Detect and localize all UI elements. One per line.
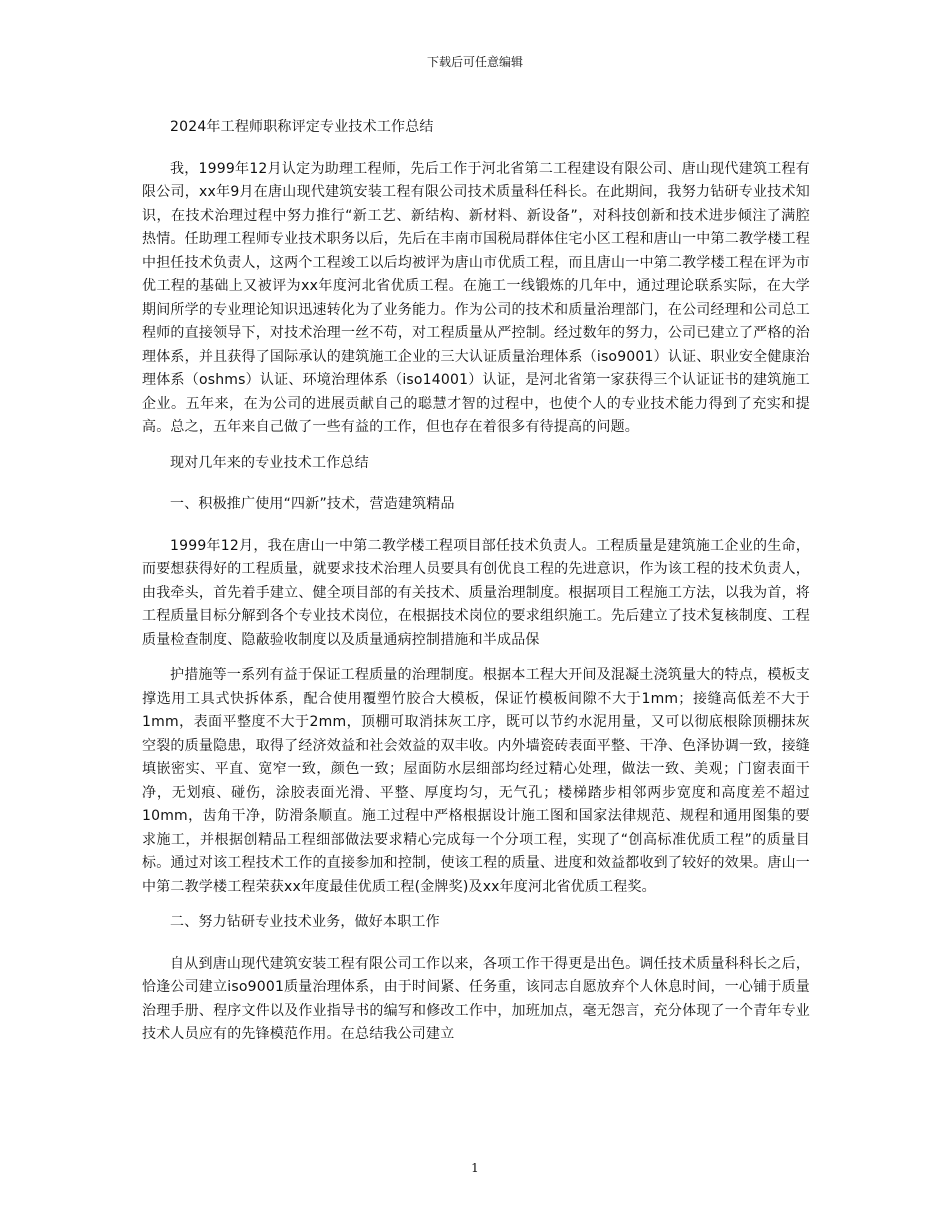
page-number: 1 (471, 1161, 479, 1175)
section-1-paragraph-1: 1999年12月，我在唐山一中第二教学楼工程项目部任技术负责人。工程质量是建筑施工企业的生命，而要想获得好的工程质量，就要求技术治理人员要具有创优良工程的先进意识，作为该工程的技术负责人，由我牵头，首先着手建立、健全项目部的有关技术、质量治理制度。根据项目工程施工方法，以我为首，将工程质量目标分解到各个专业技术岗位，在根据技术岗位的要求组织施工。先后建立了技术复核制度、工程质量检查制度、隐蔽验收制度以及质量通病控制措施和半成品保 (142, 537, 810, 648)
intro-paragraph: 我，1999年12月认定为助理工程师，先后工作于河北省第二工程建设有限公司、唐山现代建筑工程有限公司，xx年9月在唐山现代建筑安装工程有限公司技术质量科任科长。在此期间，我努力钻研专业技术知识，在技术治理过程中努力推行“新工艺、新结构、新材料、新设备”，对科技创新和技术进步倾注了满腔热情。任助理工程师专业技术职务以后，先后在丰南市国税局群体住宅小区工程和唐山一中第二教学楼工程中担任技术负责人，这两个工程竣工以后均被评为唐山市优质工程，而且唐山一中第二教学楼工程在评为市优工程的基础上又被评为xx年度河北省优质工程。在施工一线锻炼的几年中，通过理论联系实际，在大学期间所学的专业理论知识迅速转化为了业务能力。作为公司的技术和质量治理部门，在公司经理和公司总工程师的直接领导下，对技术治理一丝不苟，对工程质量从严控制。经过数年的努力，公司已建立了严格的治理体系，并且获得了国际承认的建筑施工企业的三大认证质量治理体系（iso9001）认证、职业安全健康治理体系（oshms）认证、环境治理体系（iso14001）认证，是河北省第一家获得三个认证证书的建筑施工企业。五年来，在为公司的进展贡献自己的聪慧才智的过程中，也使个人的专业技术能力得到了充实和提高。总之，五年来自己做了一些有益的工作，但也存在着很多有待提高的问题。 (142, 160, 810, 435)
summary-heading: 现对几年来的专业技术工作总结 (170, 454, 369, 471)
document-body (142, 116, 810, 1059)
section-1-paragraph-2: 护措施等一系列有益于保证工程质量的治理制度。根据本工程大开间及混凝土浇筑量大的特点，模板支撑选用工具式快拆体系，配合使用覆塑竹胶合大模板，保证竹模板间隙不大于1mm；接缝高低差不大于1mm，表面平整度不大于2mm，顶棚可取消抹灰工序，既可以节约水泥用量，又可以彻底根除顶棚抹灰空裂的质量隐患，取得了经济效益和社会效益的双丰收。内外墙瓷砖表面平整、干净、色泽协调一致，接缝填嵌密实、平直、宽窄一致，颜色一致；屋面防水层细部均经过精心处理，做法一致、美观；门窗表面干净，无划痕、碰伤，涂胶表面光滑、平整、厚度均匀，无气孔；楼梯踏步相邻两步宽度和高度差不超过10mm，齿角干净，防滑条顺直。施工过程中严格根据设计施工图和国家法律规范、规程和通用图集的要求施工，并根据创精品工程细部做法要求精心完成每一个分项工程，实现了“创高标准优质工程”的质量目标。通过对该工程技术工作的直接参加和控制，使该工程的质量、进度和效益都收到了较好的效果。唐山一中第二教学楼工程荣获xx年度最佳优质工程(金牌奖)及xx年度河北省优质工程奖。 (142, 667, 810, 895)
section-2-heading: 二、努力钻研专业技术业务，做好本职工作 (170, 914, 440, 930)
page-header: 下载后可任意编辑 (426, 55, 523, 69)
section-2-paragraph-1: 自从到唐山现代建筑安装工程有限公司工作以来，各项工作干得更是出色。调任技术质量科科长之后，恰逢公司建立iso9001质量治理体系，由于时间紧、任务重，该同志自愿放弃个人休息时间，一心铺于质量治理手册、程序文件以及作业指导书的编写和修改工作中，加班加点，毫无怨言，充分体现了一个青年专业技术人员应有的先锋模范作用。在总结我公司建立 (142, 955, 810, 1042)
section-1-heading: 一、积极推广使用“四新”技术，营造建筑精品 (170, 496, 455, 512)
document-title: 2024年工程师职称评定专业技术工作总结 (170, 119, 434, 135)
